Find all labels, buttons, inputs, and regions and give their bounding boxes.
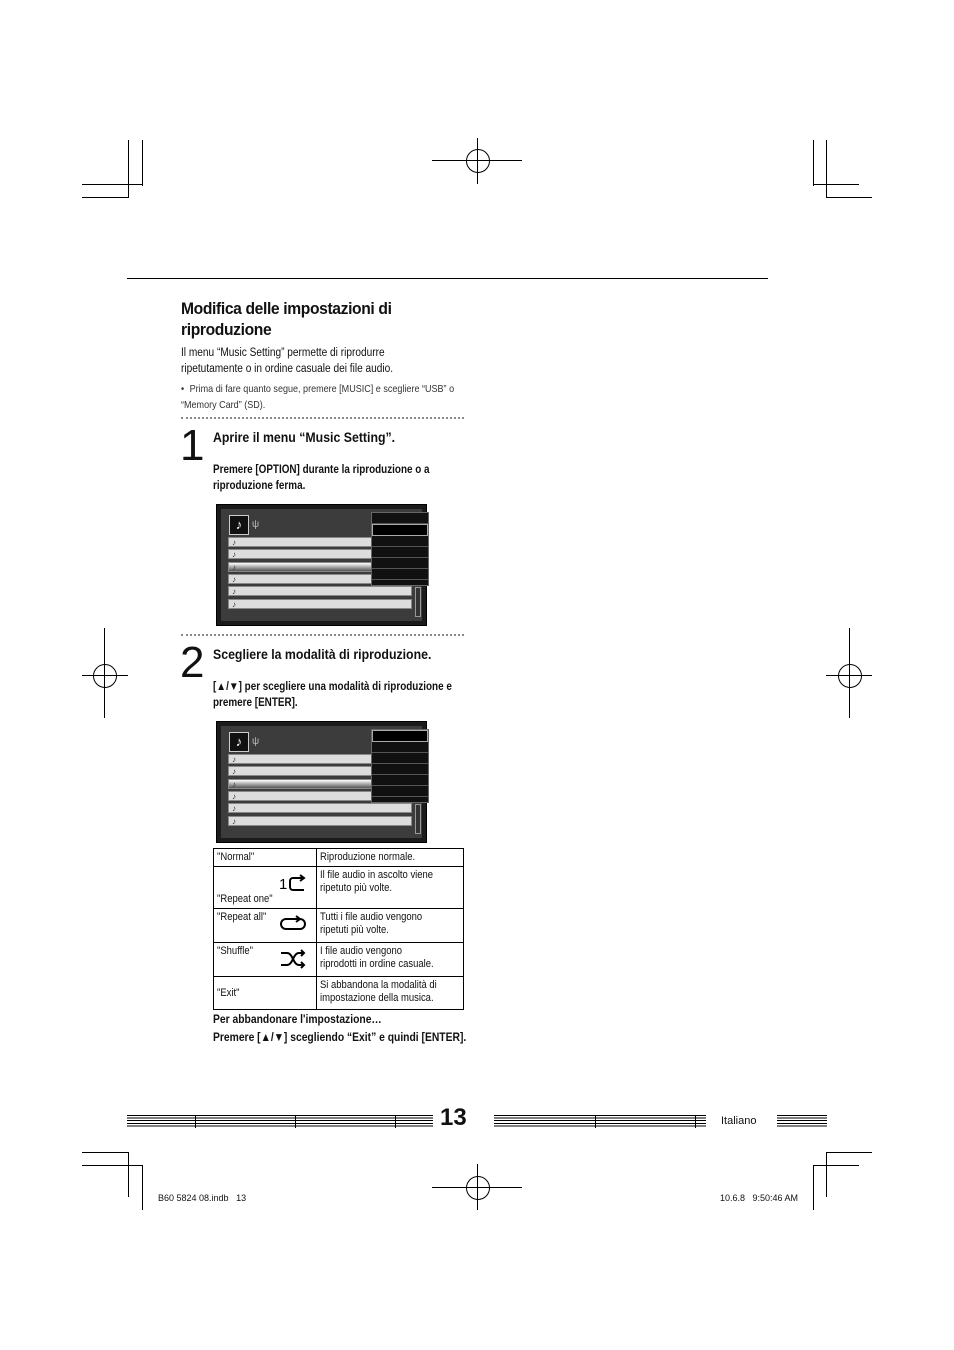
option-menu xyxy=(371,512,429,586)
menu-item xyxy=(372,753,428,764)
option-menu xyxy=(371,729,429,803)
usb-icon: ψ xyxy=(252,519,260,530)
abandon-title: Per abbandonare l'impostazione… xyxy=(213,1012,382,1026)
divider xyxy=(181,417,464,419)
mode-cell: "Normal" xyxy=(214,849,317,867)
list-item: ♪ xyxy=(228,791,412,801)
page-number: 13 xyxy=(440,1104,467,1131)
description-cell: Riproduzione normale. xyxy=(317,849,464,867)
menu-item xyxy=(372,775,428,786)
screen-step2 xyxy=(216,721,427,843)
repeat-one-icon xyxy=(279,873,307,893)
svg-text:1: 1 xyxy=(279,876,288,893)
language-label: Italiano xyxy=(721,1115,757,1127)
mode-cell: "Shuffle" xyxy=(214,943,317,977)
step1-instruction: Premere [OPTION] durante la riproduzione o a riproduzione ferma. xyxy=(213,464,430,492)
note-bullet: • xyxy=(181,383,185,395)
description-cell: Tutti i file audio vengono ripetuti più volte. xyxy=(317,909,464,943)
menu-item xyxy=(372,764,428,775)
menu-item xyxy=(372,513,428,524)
screen-step1 xyxy=(216,504,427,626)
description-cell: I file audio vengono riprodotti in ordine casuale. xyxy=(317,943,464,977)
usb-icon: ψ xyxy=(252,736,260,747)
top-rule xyxy=(127,278,768,279)
menu-item-highlighted xyxy=(372,524,428,536)
list-item: ♪ xyxy=(228,549,412,559)
list-item: ♪ xyxy=(228,586,412,596)
screen-panel xyxy=(221,509,422,621)
menu-item xyxy=(372,569,428,580)
list-item: ♪ xyxy=(228,574,412,584)
screen-panel xyxy=(221,726,422,838)
music-icon: ♪ xyxy=(229,732,249,752)
list-item-selected: ♪ xyxy=(228,562,412,572)
repeat-all-icon xyxy=(279,915,307,935)
scrollbar xyxy=(415,587,421,617)
footer-bars-right xyxy=(494,1115,706,1128)
menu-item xyxy=(372,786,428,797)
step2-instruction: [▲/▼] per scegliere una modalità di riproduzione e premere [ENTER]. xyxy=(213,681,452,709)
step2-number: 2 xyxy=(180,638,205,687)
menu-item xyxy=(372,558,428,569)
mode-cell: "Exit" xyxy=(214,977,317,1010)
mode-cell: "Repeat all" xyxy=(214,909,317,943)
description-cell: Il file audio in ascolto viene ripetuto più volte. xyxy=(317,867,464,909)
step1-number: 1 xyxy=(180,421,205,470)
menu-item xyxy=(372,547,428,558)
intro-text: Il menu “Music Setting” permette di riprodurre ripetutamente o in ordine casuale dei file audio. xyxy=(181,347,394,375)
note-text: Prima di fare quanto segue, premere [MUSIC] e scegliere “USB” o “Memory Card” (SD). xyxy=(181,383,455,411)
section-title: Modifica delle impostazioni di riproduzione xyxy=(181,299,392,339)
date-info: 10.6.8 9:50:46 AM xyxy=(720,1193,799,1203)
list-item: ♪ xyxy=(228,754,412,764)
file-info: B60 5824 08.indb 13 xyxy=(158,1193,247,1203)
list-item: ♪ xyxy=(228,803,412,813)
menu-item-highlighted xyxy=(372,730,428,742)
table-row xyxy=(214,977,464,1010)
list-item: ♪ xyxy=(228,537,412,547)
shuffle-icon xyxy=(279,949,307,969)
list-item: ♪ xyxy=(228,599,412,609)
list-item: ♪ xyxy=(228,766,412,776)
list-item: ♪ xyxy=(228,816,412,826)
modes-table xyxy=(213,848,464,1010)
table-row xyxy=(214,849,464,867)
table-row xyxy=(214,943,464,977)
abandon-instruction: Premere [▲/▼] scegliendo “Exit” e quindi [ENTER]. xyxy=(213,1030,467,1044)
step1-title: Aprire il menu “Music Setting”. xyxy=(213,429,396,445)
menu-item xyxy=(372,742,428,753)
footer-bars-left xyxy=(127,1115,433,1128)
note xyxy=(181,381,456,413)
step2-title: Scegliere la modalità di riproduzione. xyxy=(213,646,432,662)
table-row xyxy=(214,867,464,909)
divider xyxy=(181,634,464,636)
scrollbar xyxy=(415,804,421,834)
menu-item xyxy=(372,536,428,547)
footer-bars-end xyxy=(777,1115,827,1128)
list-item-selected: ♪ xyxy=(228,779,412,789)
mode-cell: 1 "Repeat one" xyxy=(214,867,317,909)
table-row xyxy=(214,909,464,943)
music-icon: ♪ xyxy=(229,515,249,535)
description-cell: Si abbandona la modalità di impostazione della musica. xyxy=(317,977,464,1010)
